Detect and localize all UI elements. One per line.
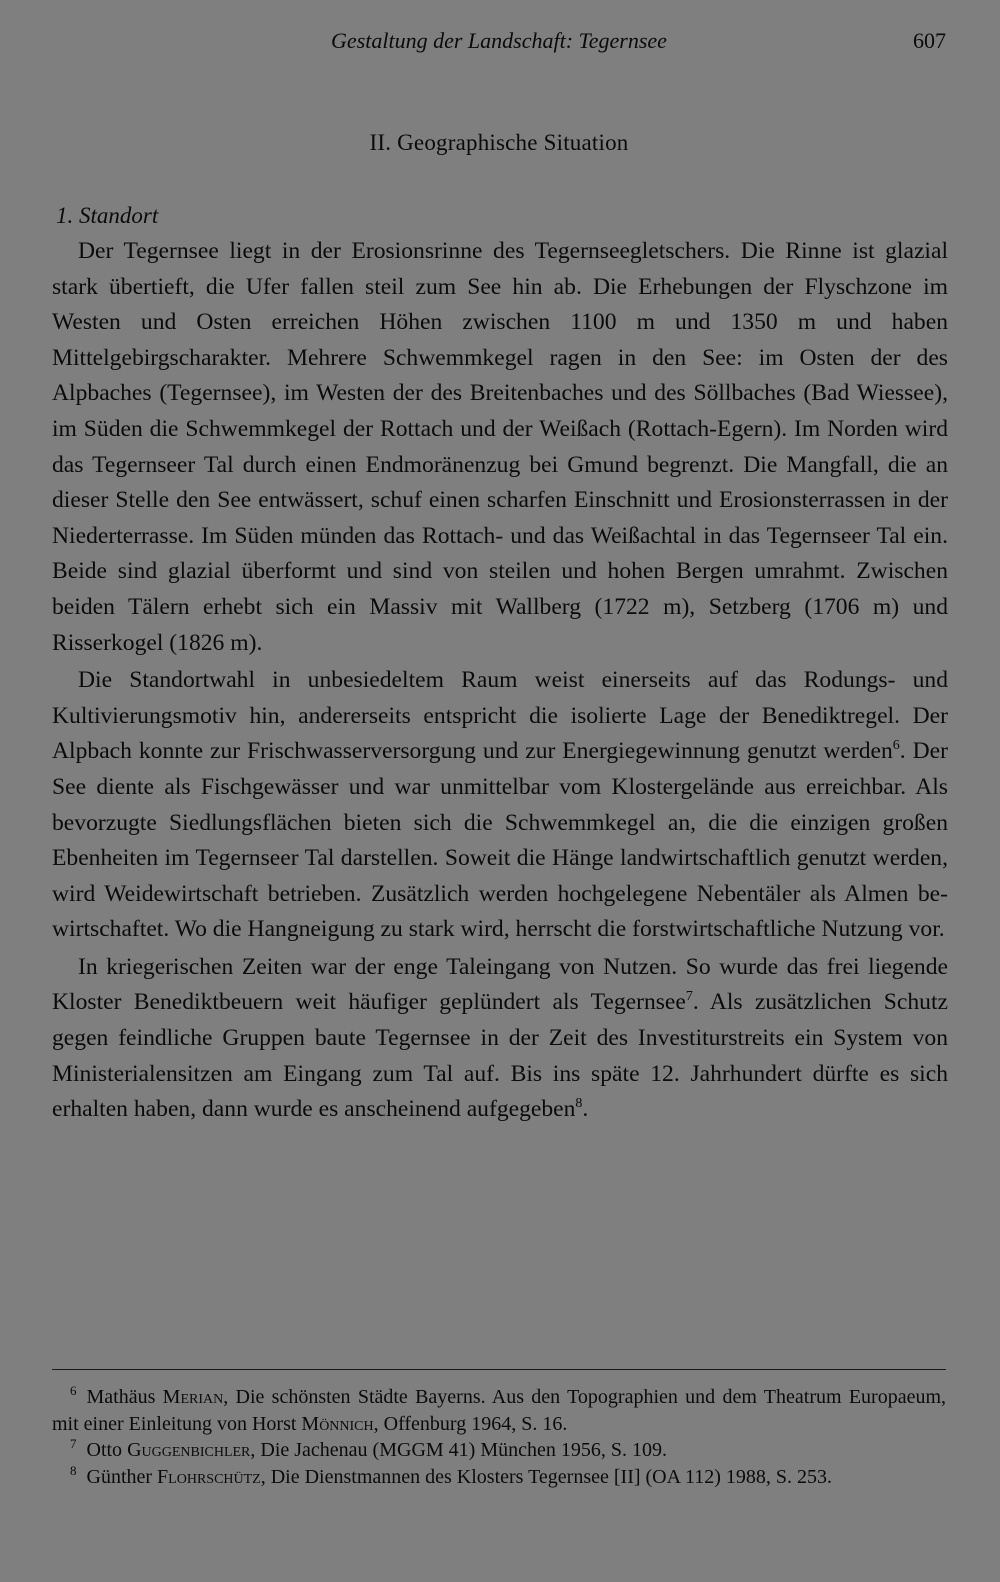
footnotes — [52, 1384, 946, 1490]
footnote-number: 7 — [70, 1436, 77, 1452]
body-text — [52, 234, 948, 1128]
page-number: 607 — [913, 28, 946, 53]
footnote-text: , Offenburg 1964, S. 16. — [373, 1412, 568, 1435]
footnote-author-last: Flohrschütz — [157, 1465, 261, 1488]
footnote-author-first: Mathäus — [86, 1386, 156, 1408]
paragraph-text: Die Standortwahl in unbesiedeltem Raum weist einerseits auf das Rodungs- und Kultivierungsmotiv hin, andererseits entspricht die isolierte Lage der Benediktregel. Der Alpbach konnte zur Frischwasserversorgung und zur Energiegewinnung genutzt werden — [52, 667, 948, 765]
paragraph-text: . — [582, 1096, 589, 1123]
footnote-reference: 6 — [892, 738, 900, 754]
paragraph — [52, 950, 948, 1128]
paragraph — [52, 663, 948, 948]
paragraph-text: In kriegerischen Zeiten war der enge Taleingang von Nutzen. So wurde das frei liegende Kloster Benediktbeuern weit häufiger geplündert als Tegernsee — [52, 953, 948, 1016]
footnote-author-first: Günther — [86, 1465, 153, 1488]
subsection-heading: 1. Standort — [56, 203, 159, 228]
running-head-title: Gestaltung der Landschaft: Tegernsee — [331, 28, 667, 53]
running-head — [52, 28, 946, 58]
paragraph-text: . Der See diente als Fischgewässer und war unmittelbar vom Klostergelände aus erreichbar. Als bevorzugte Siedlungsflächen bieten sich die Schwemmkegel an, die die einzigen großen Ebenheiten im Tegernseer Tal darstellen. Soweit die Hänge landwirtschaftlich genutzt werden, wird Weidewirtschaft betrieben. Zusätzlich werden hochgelegene Nebentäler als Almen bewirtschaftet. Wo die Hangneigung zu stark wird, herrscht die forstwirtschaftliche Nutzung vor. — [52, 738, 948, 943]
footnote-reference: 8 — [575, 1096, 583, 1112]
footnote-author-last: Merian — [162, 1386, 224, 1408]
paragraph-text: . Als zusätzlichen Schutz gegen feindliche Gruppen baute Tegernsee in der Zeit des Investiturstreits ein System von Ministerialensitzen am Eingang zum Tal auf. Bis ins späte 12. Jahrhundert dürfte es sich erhalten haben, dann wurde es anscheinend aufgegeben — [52, 989, 948, 1123]
footnote-text: , Die schönsten Städte Bayerns. Aus den Topographien und dem Theatrum Europaeum, mit einer Einleitung von Horst — [52, 1386, 946, 1435]
footnote-text: , Die Jachenau (MGGM 41) München 1956, S. 109. — [250, 1439, 667, 1461]
footnote-editor-last: Mönnich — [301, 1412, 374, 1435]
footnote — [52, 1464, 946, 1491]
footnote-text: , Die Dienstmannen des Klosters Tegernsee [II] (OA 112) 1988, S. 253. — [260, 1465, 832, 1488]
footnote-number: 6 — [70, 1383, 77, 1399]
footnote-divider — [52, 1369, 946, 1370]
footnote-author-last: Guggenbichler — [127, 1439, 251, 1461]
section-heading: II. Geographische Situation — [369, 130, 629, 155]
paragraph: Der Tegernsee liegt in der Erosionsrinne des Tegernseegletschers. Die Rinne ist glazial stark übertieft, die Ufer fallen steil zum See hin ab. Die Erhebungen der Flyschzone im Westen und Osten erreichen Höhen zwischen 1100 m und 1350 m und haben Mittelgebirgscharakter. Mehrere Schwemmkegel ragen in den See: im Osten der des Alpbaches (Tegernsee), im Westen der des Breitenbaches und des Söllbaches (Bad Wiessee), im Süden die Schwemmkegel der Rottach und der Weißach (Rottach-Egern). Im Norden wird das Tegernseer Tal durch einen Endmoränenzug bei Gmund begrenzt. Die Mangfall, die an dieser Stelle den See entwässert, schuf einen scharfen Einschnitt und Erosionsterrassen in der Niederterrasse. Im Süden münden das Rottach- und das Weißachtal in das Tegernseer Tal ein. Beide sind glazial überformt und sind von steilen und hohen Bergen umrahmt. Zwischen beiden Tälern erhebt sich ein Massiv mit Wallberg (1722 m), Setzberg (1706 m) und Risserkogel (1826 m). — [52, 238, 948, 656]
footnote-reference: 7 — [685, 989, 693, 1005]
footnote-number: 8 — [70, 1462, 77, 1478]
footnote — [52, 1384, 946, 1437]
footnote-author-first: Otto — [86, 1439, 123, 1461]
footnote — [52, 1437, 946, 1464]
